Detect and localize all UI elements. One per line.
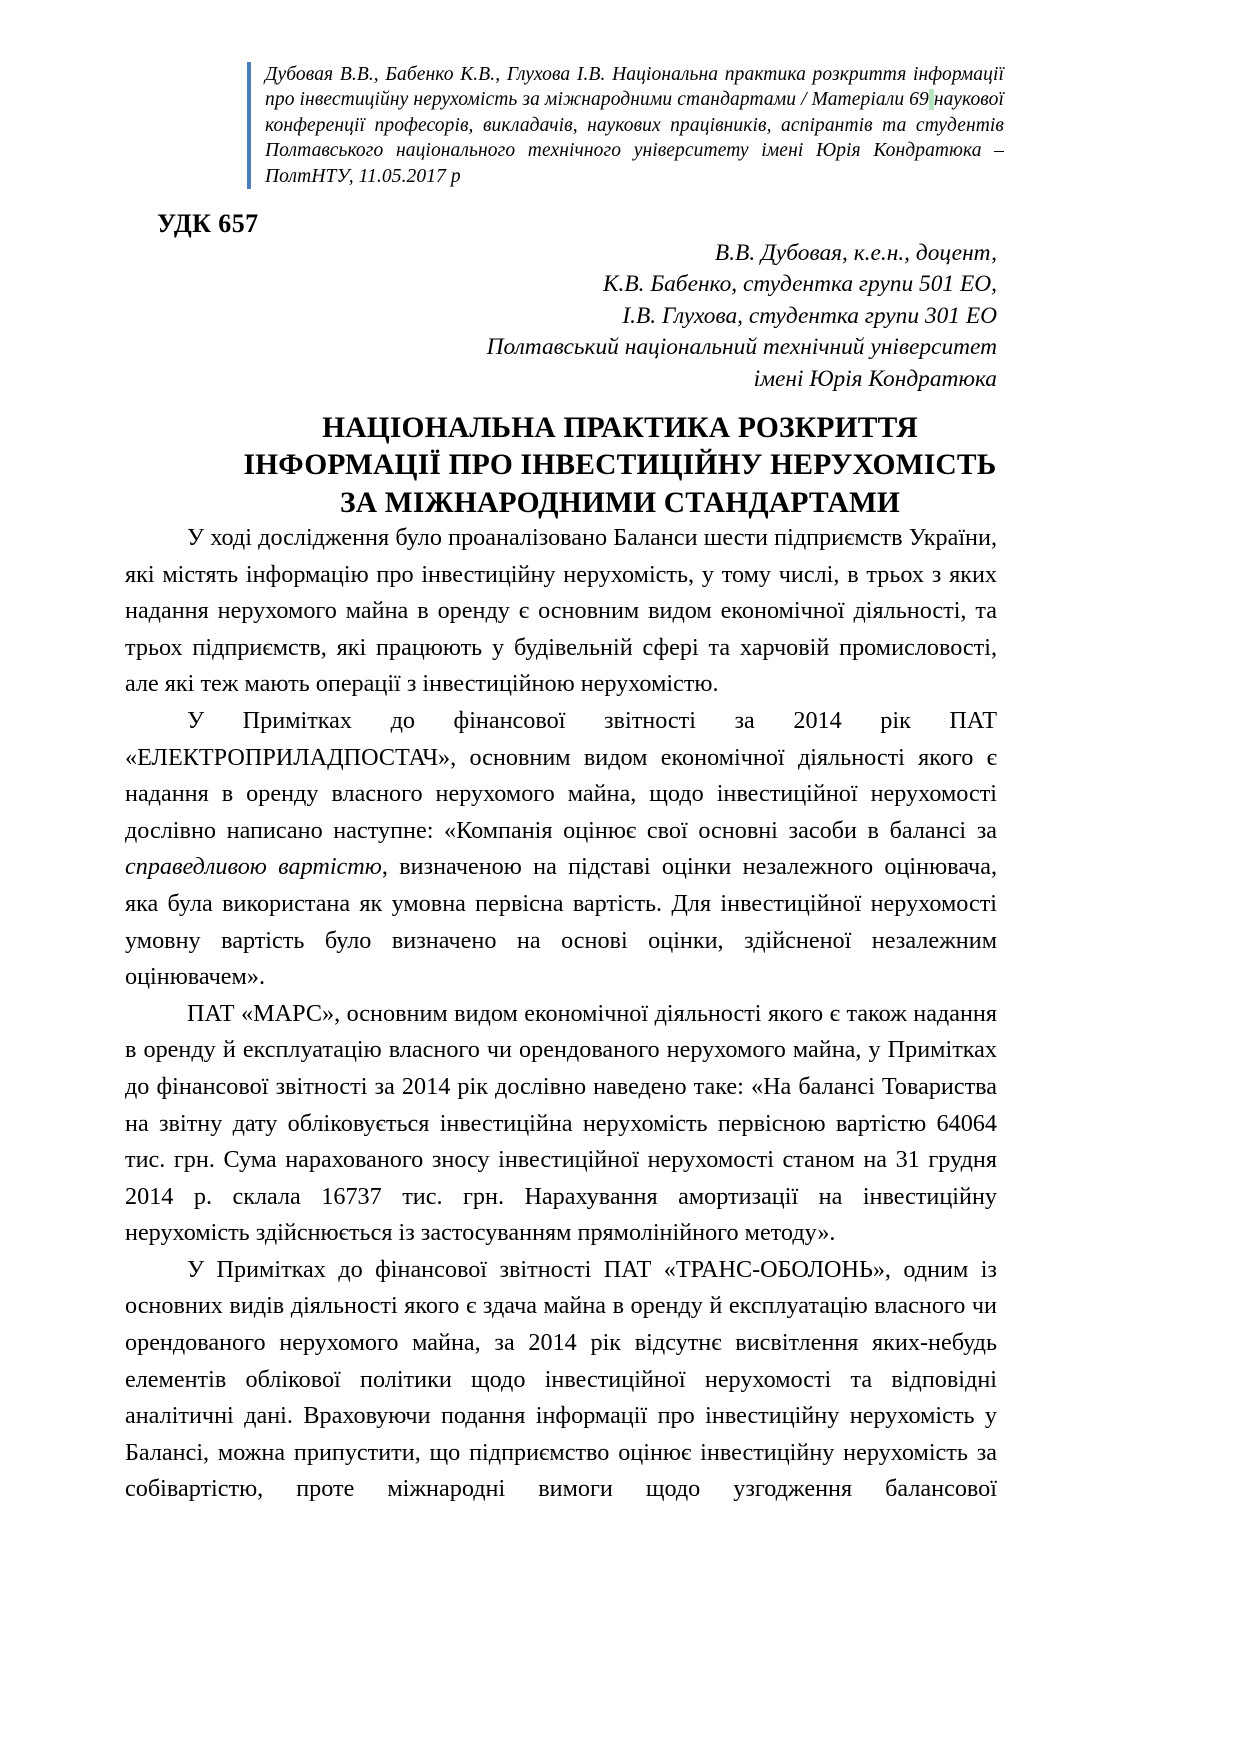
page-title	[157, 410, 1083, 523]
author-line: В.В. Дубовая, к.е.н., доцент,	[714, 240, 997, 266]
author-line: І.В. Глухова, студентка групи 301 ЕО	[622, 302, 997, 329]
citation-accent-bar	[247, 62, 251, 189]
affiliation-line: Полтавський національний технічний університет	[486, 334, 997, 361]
citation-header	[247, 62, 1004, 189]
author-line: К.В. Бабенко, студентка групи 501 ЕО,	[602, 271, 997, 298]
citation-text-before: Дубовая В.В., Бабенко К.В., Глухова І.В. Національна практика розкриття інформації про інвестиційну нерухомість за міжнародними стандартами / Матеріали 69	[265, 64, 1004, 111]
paragraph-2-part-a: У Примітках до фінансової звітності за 2014 рік ПАТ «ЕЛЕКТРОПРИЛАДПОСТАЧ», основним видом економічної діяльності якого є надання в оренду власного нерухомого майна, щодо інвестиційної нерухомості дослівно написано наступне: «Компанія оцінює свої основні засоби в балансі за	[125, 706, 997, 844]
affiliation-line: імені Юрія Кондратюка	[753, 365, 997, 392]
udk-code: УДК 657	[157, 209, 259, 238]
paragraph-1: У ході дослідження було проаналізовано Баланси шести підприємств України, які містять інформацію про інвестиційну нерухомість, у тому числі, в трьох з яких надання нерухомого майна в оренду є основним видом економічної діяльності, та трьох підприємств, які працюють у будівельній сфері та харчовій промисловості, але які теж мають операції з інвестиційною нерухомістю.	[125, 524, 997, 698]
citation-text-after: наукової конференції професорів, викладачів, наукових працівників, аспірантів та студентів Полтавського національного технічного університету імені Юрія Кондратюка – ПолтНТУ, 11.05.2017 р	[265, 89, 1004, 187]
citation-text	[265, 62, 1004, 189]
article-body	[125, 520, 997, 1508]
authors-block	[357, 238, 997, 395]
paragraph-4: У Примітках до фінансової звітності ПАТ «ТРАНС-ОБОЛОНЬ», одним із основних видів діяльності якого є здача майна в оренду й експлуатацію власного чи орендованого нерухомого майна, за 2014 рік відсутнє висвітлення яких-небудь елементів облікової політики щодо інвестиційної нерухомості та відповідні аналітичні дані. Враховуючи подання інформації про інвестиційну нерухомість у Балансі, можна припустити, що підприємство оцінює інвестиційну нерухомість за собівартістю, проте міжнародні вимоги щодо узгодження балансової	[125, 1255, 997, 1503]
emphasis-fair-value: справедливою вартістю	[125, 853, 382, 881]
title-line: ЗА МІЖНАРОДНИМИ СТАНДАРТАМИ	[339, 486, 901, 519]
paragraph-2-part-b: , визначеною на підставі оцінки незалежного оцінювача, яка була використана як умовна первісна вартість. Для інвестиційної нерухомості умовну вартість було визначено на основі оцінки, здійсненої незалежним оцінювачем».	[125, 853, 997, 991]
title-line: НАЦІОНАЛЬНА ПРАКТИКА РОЗКРИТТЯ	[322, 411, 918, 444]
paragraph-2	[125, 703, 997, 996]
paragraph-3: ПАТ «МАРС», основним видом економічної діяльності якого є також надання в оренду й експлуатацію власного чи орендованого нерухомого майна, у Примітках до фінансової звітності за 2014 рік дослівно наведено таке: «На балансі Товариства на звітну дату обліковується інвестиційна нерухомість первісною вартістю 64064 тис. грн. Сума нарахованого зносу інвестиційної нерухомості станом на 31 грудня 2014 р. склала 16737 тис. грн. Нарахування амортизації на інвестиційну нерухомість здійснюється із застосуванням прямолінійного методу».	[125, 999, 997, 1247]
title-line: ІНФОРМАЦІЇ ПРО ІНВЕСТИЦІЙНУ НЕРУХОМІСТЬ	[243, 449, 997, 482]
